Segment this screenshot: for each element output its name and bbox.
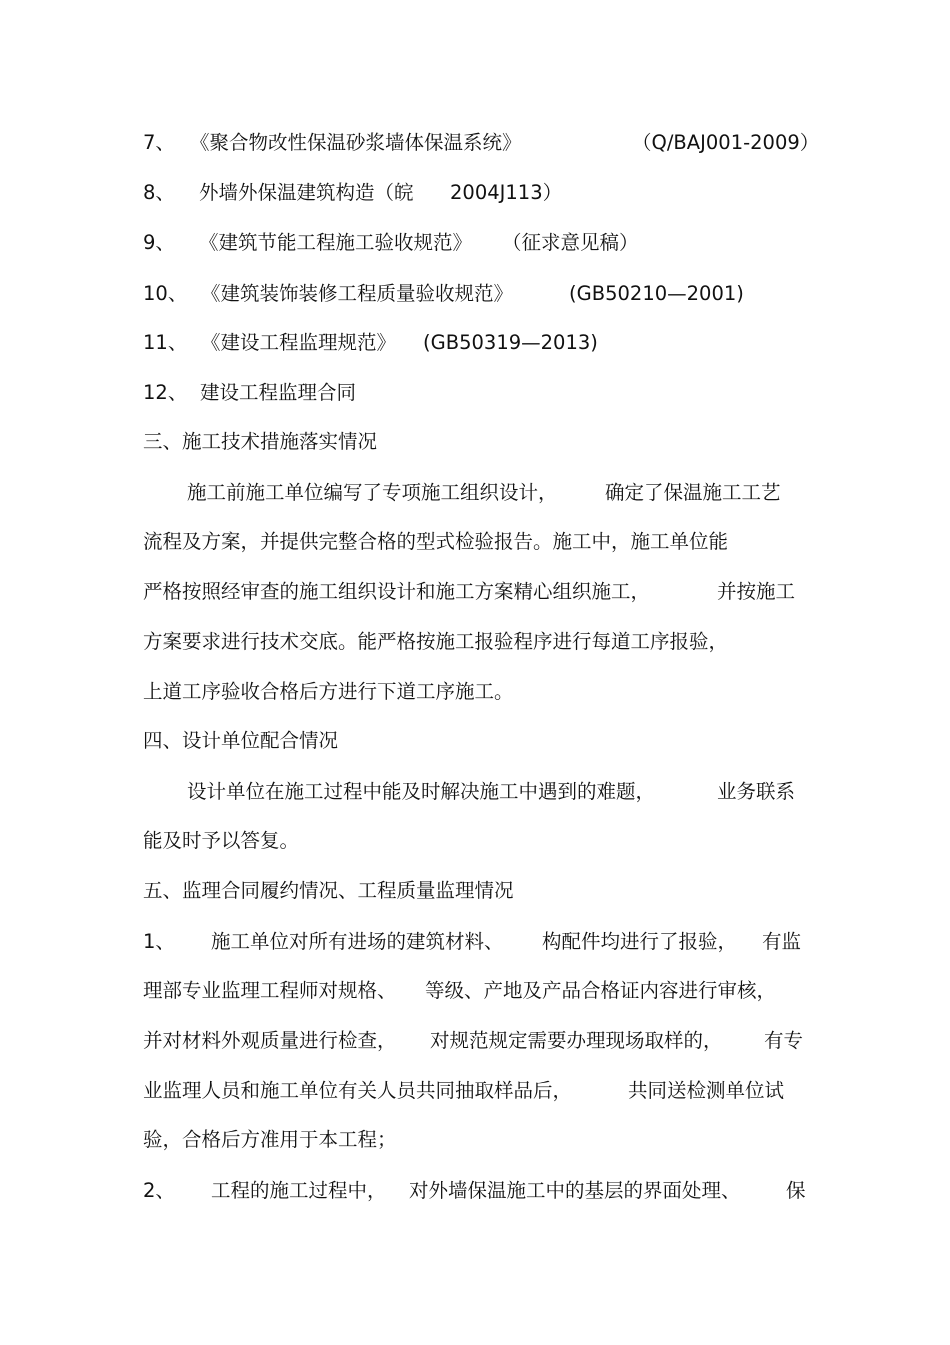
reference-note: （征求意见稿） [502,231,639,254]
reference-title: 外墙外保温建筑构造（皖 [199,181,414,204]
text-segment: 等级、产地及产品合格证内容进行审核， [425,979,777,1002]
reference-title: 建设工程监理合同 [200,381,357,404]
text-segment: 共同送检测单位试 [628,1079,785,1102]
text-segment: 保 [786,1179,806,1202]
reference-title: 《建筑节能工程施工验收规范》 [199,231,473,254]
reference-title: 《建筑装饰装修工程质量验收规范》 [201,282,514,305]
text-segment: 验，合格后方准用于本工程； [143,1128,397,1151]
item-number: 12、 [143,381,188,404]
heading-text: 三、施工技术措施落实情况 [143,430,378,453]
reference-title: 《聚合物改性保温砂浆墙体保温系统》 [190,131,522,154]
text-segment: 理部专业监理工程师对规格、 [143,979,397,1002]
item-number: 7、 [143,131,175,154]
text-segment: 确定了保温施工工艺 [605,481,781,504]
text-segment: 严格按照经审查的施工组织设计和施工方案精心组织施工， [143,580,651,603]
reference-code: 2004J113） [450,181,563,204]
text-segment: 业务联系 [717,780,796,803]
reference-title: 《建设工程监理规范》 [201,331,397,354]
text-segment: 设计单位在施工过程中能及时解决施工中遇到的难题， [187,780,656,803]
text-segment: 对规范规定需要办理现场取样的， [430,1029,723,1052]
reference-code: (GB50210—2001) [569,282,744,305]
item-number: 8、 [143,181,175,204]
text-segment: 构配件均进行了报验， [542,930,738,953]
item-number: 10、 [143,282,188,305]
text-segment: 有监 [762,930,802,953]
reference-code: (GB50319—2013) [423,331,598,354]
text-segment: 方案要求进行技术交底。能严格按施工报验程序进行每道工序报验， [143,630,729,653]
text-segment: 流程及方案，并提供完整合格的型式检验报告。施工中，施工单位能 [143,530,729,553]
text-segment: 上道工序验收合格后方进行下道工序施工。 [143,680,514,703]
item-number: 9、 [143,231,175,254]
text-segment: 业监理人员和施工单位有关人员共同抽取样品后， [143,1079,573,1102]
text-segment: 并对材料外观质量进行检查， [143,1029,397,1052]
heading-text: 五、监理合同履约情况、工程质量监理情况 [143,879,514,902]
text-segment: 并按施工 [717,580,796,603]
item-number: 11、 [143,331,188,354]
item-number: 2、 [143,1179,175,1202]
text-segment: 有专 [764,1029,804,1052]
text-segment: 能及时予以答复。 [143,829,300,852]
text-segment: 工程的施工过程中， [211,1179,387,1202]
reference-code: （Q/BAJ001-2009） [632,131,820,154]
heading-text: 四、设计单位配合情况 [143,729,339,752]
item-number: 1、 [143,930,175,953]
text-segment: 施工前施工单位编写了专项施工组织设计， [187,481,558,504]
text-segment: 对外墙保温施工中的基层的界面处理、 [409,1179,741,1202]
text-segment: 施工单位对所有进场的建筑材料、 [211,930,504,953]
